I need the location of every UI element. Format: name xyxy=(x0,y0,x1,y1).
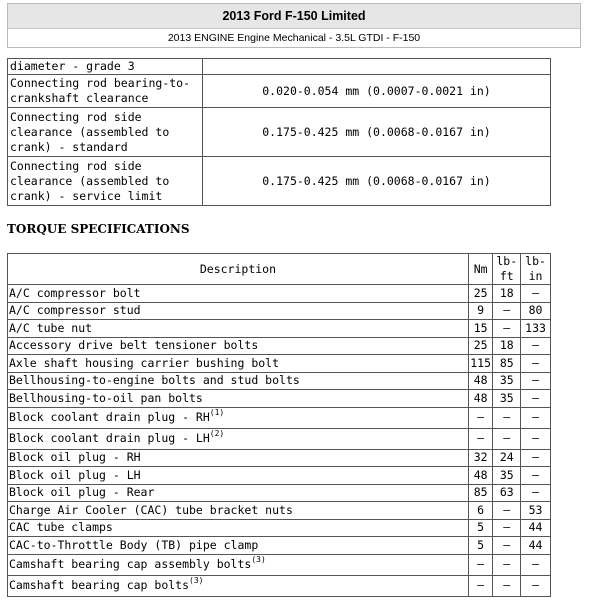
torque-nm: 6 xyxy=(468,502,492,520)
torque-nm: – xyxy=(468,554,492,575)
torque-lbft: – xyxy=(493,575,521,596)
footnote-marker: (3) xyxy=(189,576,204,585)
torque-description-text: Accessory drive belt tensioner bolts xyxy=(9,338,259,353)
torque-lbin: – xyxy=(521,285,551,303)
torque-nm: 48 xyxy=(468,372,492,390)
torque-lbin: – xyxy=(521,390,551,408)
torque-table xyxy=(7,253,551,597)
torque-lbft: 35 xyxy=(493,467,521,485)
torque-lbft: 35 xyxy=(493,372,521,390)
torque-description-text: A/C compressor stud xyxy=(9,303,141,318)
torque-nm: 48 xyxy=(468,390,492,408)
spec-value: 0.175-0.425 mm (0.0068-0.0167 in) xyxy=(203,157,551,206)
torque-description xyxy=(8,502,469,520)
torque-nm: 48 xyxy=(468,467,492,485)
torque-description xyxy=(8,407,469,428)
torque-nm: – xyxy=(468,407,492,428)
torque-description xyxy=(8,484,469,502)
torque-row xyxy=(8,519,551,537)
spec-description: Connecting rod side clearance (assembled to crank) - standard xyxy=(8,108,203,157)
torque-description xyxy=(8,302,469,320)
torque-nm: 115 xyxy=(468,355,492,373)
torque-header-row xyxy=(8,254,551,285)
torque-lbin: – xyxy=(521,449,551,467)
footnote-marker: (2) xyxy=(209,429,225,438)
torque-lbft: – xyxy=(493,320,521,338)
torque-lbft: – xyxy=(493,554,521,575)
torque-lbft: 85 xyxy=(493,355,521,373)
torque-row xyxy=(8,407,551,428)
torque-description xyxy=(8,537,469,555)
torque-row xyxy=(8,467,551,485)
torque-lbft: 35 xyxy=(493,390,521,408)
torque-row xyxy=(8,554,551,575)
torque-row xyxy=(8,355,551,373)
torque-lbin: – xyxy=(521,484,551,502)
torque-nm: 5 xyxy=(468,537,492,555)
torque-lbin: 44 xyxy=(521,537,551,555)
torque-lbft: – xyxy=(493,407,521,428)
torque-row xyxy=(8,449,551,467)
torque-description-text: Camshaft bearing cap assembly bolts xyxy=(9,557,252,571)
torque-lbft: – xyxy=(493,519,521,537)
spec-row xyxy=(8,75,551,108)
header-nm: Nm xyxy=(468,254,492,285)
torque-description-text: Block coolant drain plug - LH xyxy=(9,431,210,445)
torque-row xyxy=(8,428,551,449)
torque-row xyxy=(8,320,551,338)
torque-row xyxy=(8,537,551,555)
torque-description-text: Axle shaft housing carrier bushing bolt xyxy=(9,355,280,370)
spec-row xyxy=(8,108,551,157)
torque-nm: 85 xyxy=(468,484,492,502)
torque-description-text: CAC tube clamps xyxy=(9,520,113,535)
document-title: 2013 Ford F-150 Limited xyxy=(8,4,580,29)
torque-row xyxy=(8,285,551,303)
torque-nm: 5 xyxy=(468,519,492,537)
torque-nm: 15 xyxy=(468,320,492,338)
torque-lbin: – xyxy=(521,372,551,390)
torque-nm: 32 xyxy=(468,449,492,467)
section-heading: TORQUE SPECIFICATIONS xyxy=(7,222,190,236)
torque-lbft: – xyxy=(493,302,521,320)
torque-description xyxy=(8,285,469,303)
torque-description-text: A/C tube nut xyxy=(9,320,93,335)
spec-value xyxy=(203,59,551,75)
torque-row xyxy=(8,484,551,502)
torque-description xyxy=(8,337,469,355)
torque-lbin: – xyxy=(521,467,551,485)
torque-description-text: Charge Air Cooler (CAC) tube bracket nuts xyxy=(9,502,293,517)
header-description: Description xyxy=(8,254,469,285)
torque-lbin: – xyxy=(521,428,551,449)
spec-value: 0.020-0.054 mm (0.0007-0.0021 in) xyxy=(203,75,551,108)
torque-lbin: 53 xyxy=(521,502,551,520)
torque-description xyxy=(8,575,469,596)
torque-lbin: – xyxy=(521,575,551,596)
torque-lbft: – xyxy=(493,537,521,555)
spec-table xyxy=(7,58,551,206)
torque-lbft: – xyxy=(493,428,521,449)
document-subtitle: 2013 ENGINE Engine Mechanical - 3.5L GTDI - F-150 xyxy=(167,32,421,44)
torque-description-text: Block oil plug - Rear xyxy=(9,485,155,500)
torque-description xyxy=(8,449,469,467)
torque-description xyxy=(8,467,469,485)
torque-description xyxy=(8,519,469,537)
torque-lbin: – xyxy=(521,355,551,373)
torque-lbft: 18 xyxy=(493,337,521,355)
footnote-marker: (3) xyxy=(251,555,266,564)
spec-row xyxy=(8,59,551,75)
torque-description-text: Block oil plug - RH xyxy=(9,450,141,465)
torque-row xyxy=(8,575,551,596)
torque-description-text: A/C compressor bolt xyxy=(9,285,141,300)
torque-lbft: 18 xyxy=(493,285,521,303)
torque-description xyxy=(8,390,469,408)
header-lbin: lb-in xyxy=(521,254,551,285)
torque-nm: 9 xyxy=(468,302,492,320)
torque-lbft: 63 xyxy=(493,484,521,502)
document-header xyxy=(7,3,581,48)
spec-description: Connecting rod side clearance (assembled to crank) - service limit xyxy=(8,157,203,206)
torque-description xyxy=(8,372,469,390)
torque-nm: – xyxy=(468,428,492,449)
torque-description xyxy=(8,355,469,373)
torque-row xyxy=(8,390,551,408)
header-lbft: lb-ft xyxy=(493,254,521,285)
torque-row xyxy=(8,372,551,390)
torque-row xyxy=(8,337,551,355)
torque-description-text: Bellhousing-to-oil pan bolts xyxy=(9,390,203,405)
torque-nm: 25 xyxy=(468,285,492,303)
torque-lbft: – xyxy=(493,502,521,520)
spec-description: diameter - grade 3 xyxy=(8,59,203,75)
torque-description xyxy=(8,428,469,449)
torque-lbin: – xyxy=(521,554,551,575)
torque-description-text: Block oil plug - LH xyxy=(9,467,141,482)
torque-lbft: 24 xyxy=(493,449,521,467)
torque-description xyxy=(8,554,469,575)
torque-lbin: 133 xyxy=(521,320,551,338)
torque-description-text: Bellhousing-to-engine bolts and stud bolts xyxy=(9,373,300,388)
torque-nm: 25 xyxy=(468,337,492,355)
torque-description-text: CAC-to-Throttle Body (TB) pipe clamp xyxy=(9,537,259,552)
spec-row xyxy=(8,157,551,206)
torque-lbin: – xyxy=(521,407,551,428)
torque-lbin: 80 xyxy=(521,302,551,320)
torque-lbin: 44 xyxy=(521,519,551,537)
torque-row xyxy=(8,302,551,320)
spec-value: 0.175-0.425 mm (0.0068-0.0167 in) xyxy=(203,108,551,157)
torque-lbin: – xyxy=(521,337,551,355)
torque-description-text: Camshaft bearing cap bolts xyxy=(9,578,190,592)
torque-nm: – xyxy=(468,575,492,596)
torque-row xyxy=(8,502,551,520)
torque-description-text: Block coolant drain plug - RH xyxy=(9,410,210,424)
spec-description: Connecting rod bearing-to-crankshaft clearance xyxy=(8,75,203,108)
footnote-marker: (1) xyxy=(209,408,225,417)
torque-description xyxy=(8,320,469,338)
